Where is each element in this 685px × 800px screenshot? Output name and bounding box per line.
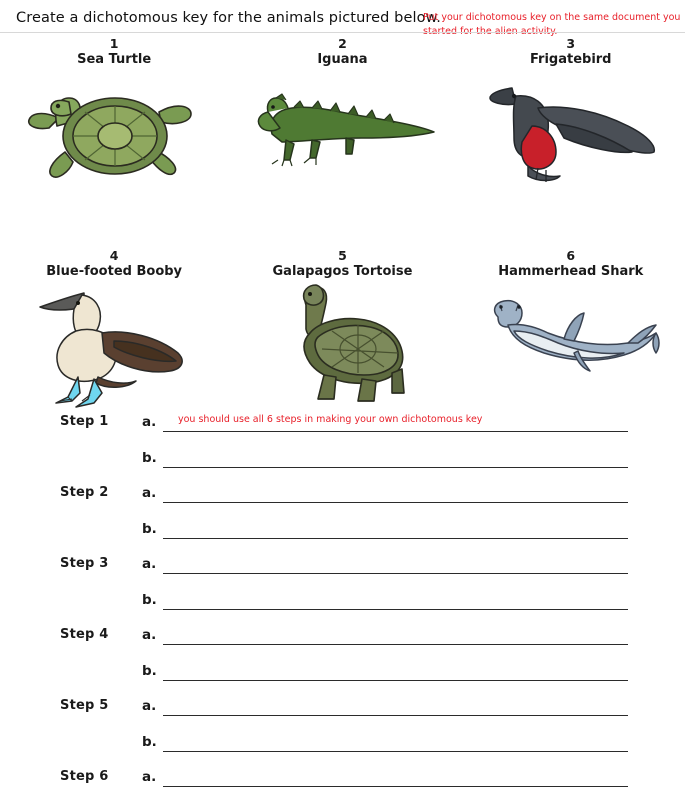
step-row (0, 550, 685, 586)
animal-name: Frigatebird (529, 52, 612, 67)
answer-blank-3b[interactable] (163, 609, 628, 610)
animal-row (0, 32, 685, 200)
step-row (0, 728, 685, 764)
option-label-a: a. (142, 627, 157, 643)
answer-blank-2a[interactable] (163, 502, 628, 503)
answer-blank-5a[interactable] (163, 715, 628, 716)
animal-name: Blue-footed Booby (46, 264, 183, 280)
blue-footed-booby-illustration (0, 281, 228, 413)
option-label-b: b. (142, 733, 157, 750)
animal-cell-frigatebird (457, 32, 685, 200)
animal-name: Hammerhead Shark (498, 264, 644, 280)
animal-grid (0, 32, 685, 413)
answer-blank-5b[interactable] (163, 751, 628, 752)
step-row (0, 763, 685, 799)
frigatebird-illustration (457, 68, 685, 200)
animal-cell-sea-turtle (0, 32, 228, 200)
step-label: Step 5 (60, 698, 109, 713)
answer-blank-1b[interactable] (163, 467, 628, 468)
step-answer-a: you should use all 6 steps in making your own dichotomous key (178, 414, 483, 425)
step-row (0, 621, 685, 657)
step-row (0, 657, 685, 693)
option-label-b: b. (142, 449, 157, 466)
animal-cell-iguana (228, 32, 456, 200)
option-label-a: a. (142, 556, 157, 572)
step-row (0, 692, 685, 728)
iguana-illustration (228, 68, 456, 200)
step-row (0, 444, 685, 480)
animal-cell-galapagos-tortoise (228, 244, 456, 412)
step-row (0, 515, 685, 551)
answer-blank-2b[interactable] (163, 538, 628, 539)
step-label: Step 6 (60, 769, 109, 784)
step-row (0, 479, 685, 515)
answer-blank-4b[interactable] (163, 680, 628, 681)
option-label-a: a. (142, 485, 157, 501)
hammerhead-shark-illustration (457, 281, 685, 413)
step-row (0, 586, 685, 622)
step-row (0, 408, 685, 444)
animal-cell-blue-footed-booby (0, 244, 228, 412)
animal-cell-hammerhead-shark (457, 244, 685, 412)
answer-blank-4a[interactable] (163, 644, 628, 645)
animal-number: 1 (109, 36, 119, 51)
worksheet-instruction: Create a dichotomous key for the animals pictured below. (16, 10, 441, 26)
animal-number: 4 (109, 248, 119, 264)
animal-number: 3 (566, 36, 576, 51)
option-label-b: b. (142, 662, 157, 679)
animal-name: Iguana (317, 52, 368, 67)
step-label: Step 2 (60, 485, 109, 500)
option-label-a: a. (142, 769, 157, 785)
steps-section (0, 408, 685, 799)
option-label-b: b. (142, 520, 157, 537)
option-label-a: a. (142, 414, 157, 430)
step-label: Step 1 (60, 414, 109, 429)
animal-row (0, 244, 685, 412)
animal-number: 6 (566, 248, 576, 264)
step-label: Step 3 (60, 556, 109, 571)
galapagos-tortoise-illustration (228, 281, 456, 413)
animal-number: 5 (338, 248, 347, 264)
step-label: Step 4 (60, 627, 109, 642)
answer-blank-6a[interactable] (163, 786, 628, 787)
animal-name: Sea Turtle (77, 52, 152, 67)
sea-turtle-illustration (0, 68, 228, 200)
animal-name: Galapagos Tortoise (272, 264, 413, 280)
answer-blank-3a[interactable] (163, 573, 628, 574)
option-label-a: a. (142, 698, 157, 714)
teacher-note: Put your dichotomous key on the same document you (423, 12, 681, 23)
option-label-b: b. (142, 591, 157, 608)
answer-blank-1a[interactable] (163, 431, 628, 432)
animal-number: 2 (338, 36, 347, 51)
